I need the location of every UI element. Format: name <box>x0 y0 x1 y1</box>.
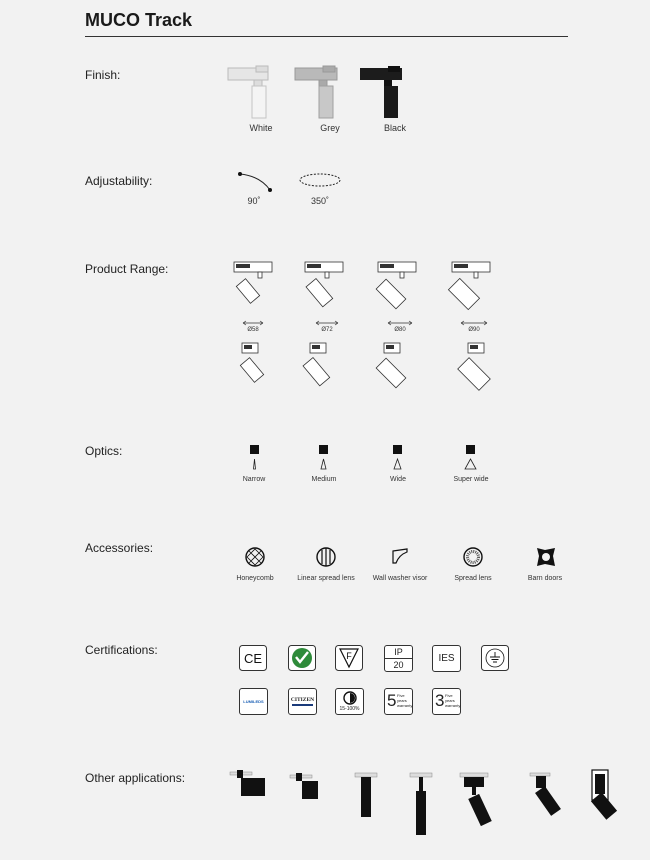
finish-grey-image <box>295 68 340 120</box>
ip20-mark <box>384 645 413 672</box>
range-fixture-72-surface <box>302 343 342 388</box>
finish-black-caption: Black <box>383 123 406 133</box>
finish-label: Finish: <box>85 68 121 82</box>
spread-lens-caption: Spread lens <box>454 575 492 582</box>
warranty-3-number: 3 <box>435 691 445 710</box>
barn-doors-icon <box>535 546 557 568</box>
app-frame-spot-image <box>585 770 625 826</box>
optics-wide-caption: Wide <box>390 476 406 483</box>
optics-label: Optics: <box>85 444 123 458</box>
finish-white-image <box>228 68 273 120</box>
range-fixture-58-surface <box>238 343 278 385</box>
tilt-90-value: 90˚ <box>247 196 261 206</box>
dimming-mark <box>335 688 364 715</box>
barn-doors-caption: Barn doors <box>527 575 563 582</box>
warranty-5-line1: Five <box>397 693 405 698</box>
range-fixture-90-track <box>452 262 497 312</box>
rohs-mark-icon <box>288 645 316 671</box>
lumileds-mark <box>239 688 268 715</box>
range-fixture-80-surface <box>376 343 418 389</box>
size-58-caption: Ø58 <box>247 327 259 333</box>
dimming-icon <box>343 691 357 705</box>
size-80-caption: Ø80 <box>394 327 406 333</box>
warranty-3-line3: warranty <box>445 703 461 708</box>
finish-grey-caption: Grey <box>320 123 340 133</box>
app-ceiling-spot-image <box>530 773 566 819</box>
honeycomb-icon <box>245 547 265 567</box>
finish-black-image <box>360 68 405 120</box>
optics-super-wide-icon <box>464 445 478 471</box>
product-range-label: Product Range: <box>85 262 169 276</box>
optics-wide-icon <box>392 445 404 471</box>
optics-medium-icon <box>318 445 330 471</box>
certifications-label: Certifications: <box>85 643 158 657</box>
warranty-5-number: 5 <box>387 691 397 710</box>
size-arrow-72 <box>316 321 338 325</box>
finish-white-caption: White <box>249 123 273 133</box>
citizen-mark <box>288 688 317 715</box>
spread-lens-icon <box>463 547 483 567</box>
size-arrow-58 <box>243 321 263 325</box>
range-fixture-58-track <box>234 262 279 307</box>
warranty-3-mark <box>432 688 461 715</box>
rotate-350-value: 350˚ <box>310 196 329 206</box>
app-pendant-short-image <box>355 773 379 819</box>
warranty-3-line2: years <box>445 698 455 703</box>
dimming-text: 15-100% <box>339 706 360 712</box>
ip20-bottom: 20 <box>393 660 404 670</box>
wall-washer-visor-icon <box>391 547 409 565</box>
optics-super-wide-caption: Super wide <box>453 476 489 483</box>
range-fixture-72-track <box>305 262 350 312</box>
adjustability-label: Adjustability: <box>85 174 153 188</box>
rotate-350-icon <box>298 172 344 190</box>
optics-narrow-icon <box>249 445 261 471</box>
f-mark-icon <box>335 645 363 671</box>
ip20-top: IP <box>385 646 412 659</box>
warranty-5-line2: years <box>397 698 407 703</box>
ies-mark: IES <box>432 645 461 672</box>
size-arrow-80 <box>388 321 412 325</box>
optics-narrow-caption: Narrow <box>242 476 266 483</box>
app-surface-short-image <box>230 770 268 800</box>
app-pendant-long-image <box>410 773 434 837</box>
warranty-5-mark <box>384 688 413 715</box>
app-recessed-spot-image <box>460 773 500 829</box>
earth-ground-icon <box>481 645 509 671</box>
size-72-caption: Ø72 <box>321 327 333 333</box>
citizen-text: CITIZEN <box>290 697 315 703</box>
ce-mark-icon <box>239 645 267 671</box>
range-fixture-90-surface <box>460 343 504 389</box>
title-divider <box>85 36 568 37</box>
other-applications-label: Other applications: <box>85 771 186 785</box>
honeycomb-caption: Honeycomb <box>236 575 274 582</box>
size-arrow-90 <box>461 321 487 325</box>
svg-text:F: F <box>346 651 352 661</box>
warranty-3-line1: Five <box>445 693 453 698</box>
tilt-90-icon <box>238 170 274 194</box>
range-fixture-80-track <box>378 262 423 312</box>
accessories-label: Accessories: <box>85 541 154 555</box>
svg-text:CE: CE <box>243 651 263 666</box>
warranty-5-line3: warranty <box>397 703 413 708</box>
optics-medium-caption: Medium <box>311 476 337 483</box>
app-surface-square-image <box>290 773 328 803</box>
linear-spread-lens-caption: Linear spread lens <box>297 575 355 582</box>
size-90-caption: Ø90 <box>468 327 480 333</box>
linear-spread-lens-icon <box>316 547 336 567</box>
lumileds-text: LUMILEDS <box>243 699 264 704</box>
page-title: MUCO Track <box>85 10 193 30</box>
wall-washer-visor-caption: Wall washer visor <box>372 575 428 582</box>
